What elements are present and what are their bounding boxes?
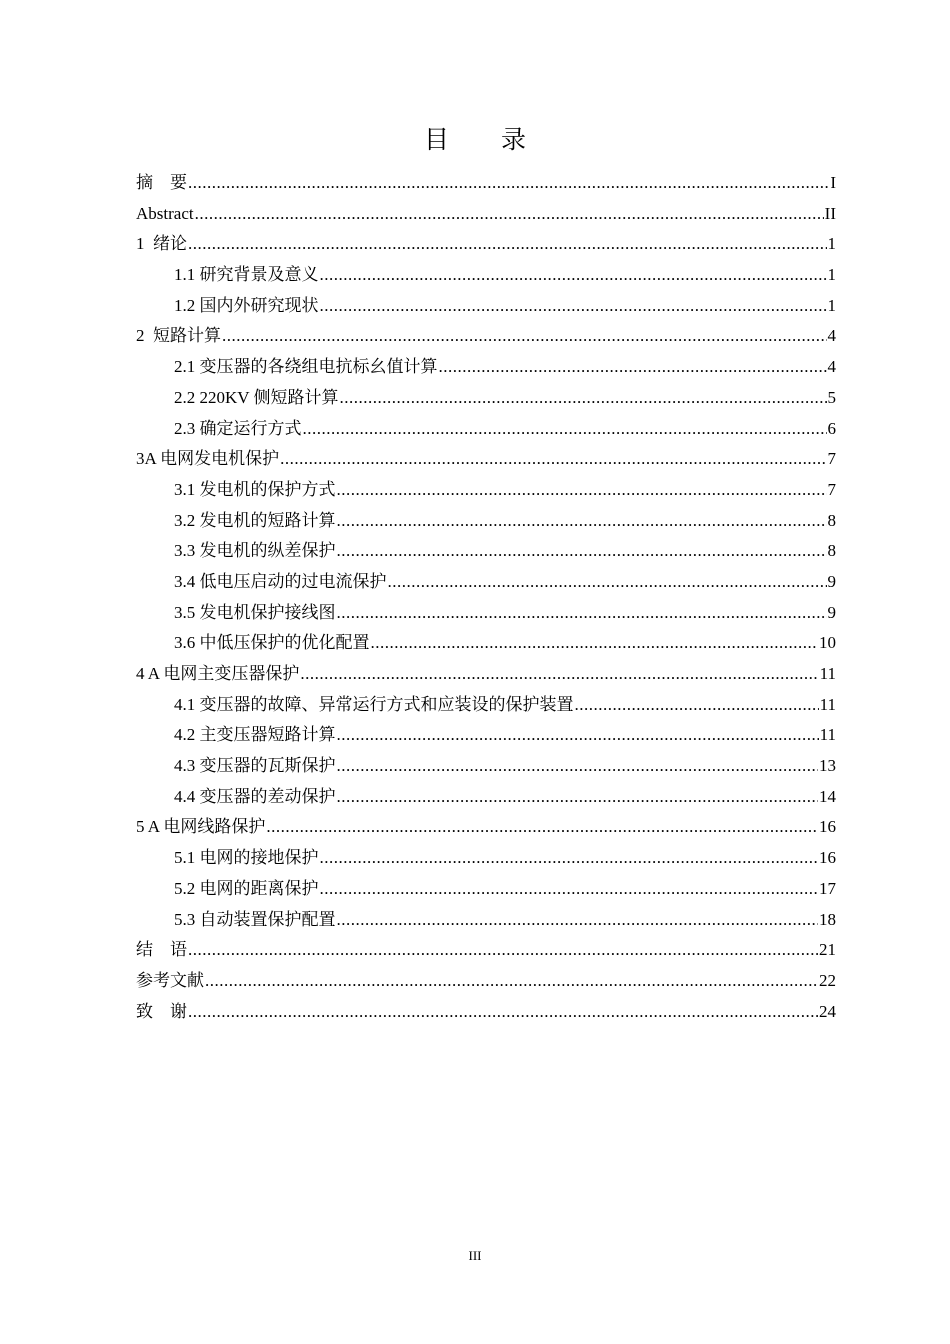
toc-entry-chapter-2[interactable] [136,321,836,352]
dot-leader [320,843,819,874]
toc-entry-section-2-3[interactable] [136,414,836,445]
toc-entry-page: 4 [827,326,836,346]
toc-entry-page: 11 [819,664,836,683]
toc-entry-label: 2.3 确定运行方式 [174,418,302,438]
toc-entry-section-5-3[interactable] [136,905,836,936]
toc-entry-page: 14 [819,786,836,806]
dot-leader [371,628,819,659]
toc-entry-page: 1 [827,295,836,315]
toc-entry-page: 18 [819,909,836,929]
toc-entry-label: 3.4 低电压启动的过电流保护 [174,571,387,591]
dot-leader [337,475,827,506]
dot-leader [188,229,827,260]
page-title: 目 录 [424,125,548,154]
toc-entry-label: 3.1 发电机的保护方式 [174,479,336,499]
toc-entry-section-3-3[interactable] [136,536,836,567]
toc-entry-label: 4.3 变压器的瓦斯保护 [174,756,336,776]
toc-entry-page: 7 [827,449,836,469]
toc-entry-label: 致 谢 [136,1001,187,1021]
toc-entry-page: 8 [827,510,836,530]
dot-leader [337,536,827,567]
toc-entry-section-2-2[interactable] [136,383,836,414]
toc-entry-page: 21 [819,940,836,960]
dot-leader [303,414,827,445]
toc-entry-section-4-2[interactable] [136,720,836,751]
toc-entry-references[interactable] [136,966,836,997]
toc-entry-abstract-en[interactable] [136,199,836,230]
toc-entry-label: 3.3 发电机的纵差保护 [174,541,336,561]
toc-entry-chapter-5[interactable] [136,812,836,843]
dot-leader [337,905,819,936]
toc-entry-page: 16 [819,848,836,868]
toc-entry-page: II [824,203,836,223]
dot-leader [188,997,818,1028]
toc-entry-page: 9 [827,602,836,622]
toc-entry-label: 5 A 电网线路保护 [136,817,266,837]
toc-entry-page: 1 [827,265,836,285]
dot-leader [340,383,827,414]
toc-entry-section-4-4[interactable] [136,782,836,813]
dot-leader [266,812,818,843]
toc-entry-page: 10 [819,633,836,653]
dot-leader [320,260,827,291]
dot-leader [222,321,827,352]
toc-entry-page: 11 [819,694,836,714]
toc-entry-label: 2.1 变压器的各绕组电抗标幺值计算 [174,357,438,377]
dot-leader [280,444,826,475]
dot-leader [337,506,827,537]
toc-entry-label: 3.6 中低压保护的优化配置 [174,633,370,653]
toc-entry-chapter-1[interactable] [136,229,836,260]
toc-entry-label: 1.2 国内外研究现状 [174,295,319,315]
toc-entry-label: 3A 电网发电机保护 [136,449,280,469]
dot-leader [337,782,819,813]
dot-leader [337,751,819,782]
toc-entry-label: 4.2 主变压器短路计算 [174,725,336,745]
dot-leader [205,966,818,997]
toc-entry-page: I [830,173,836,192]
toc-entry-section-5-1[interactable] [136,843,836,874]
toc-entry-label: 3.2 发电机的短路计算 [174,510,336,530]
toc-entry-label: 5.3 自动装置保护配置 [174,909,336,929]
toc-entry-section-3-5[interactable] [136,598,836,629]
toc-entry-label: 2 短路计算 [136,326,221,346]
dot-leader [388,567,827,598]
toc-entry-abstract-cn[interactable] [136,168,836,199]
toc-entry-label: 1 绪论 [136,234,187,254]
dot-leader [320,291,827,322]
toc-entry-chapter-3[interactable] [136,444,836,475]
dot-leader [337,598,827,629]
toc-entry-page: 8 [827,541,836,561]
toc-entry-page: 24 [819,1001,836,1021]
toc-entry-page: 5 [827,387,836,407]
toc-entry-page: 17 [819,878,836,898]
toc-entry-label: 3.5 发电机保护接线图 [174,602,336,622]
dot-leader [439,352,827,383]
dot-leader [195,199,824,230]
dot-leader [337,720,819,751]
toc-entry-acknowledgements[interactable] [136,997,836,1028]
toc-entry-label: 1.1 研究背景及意义 [174,265,319,285]
toc-entry-label: 5.2 电网的距离保护 [174,878,319,898]
dot-leader [575,690,819,721]
toc-entry-label: 结 语 [136,940,187,960]
toc-entry-section-4-1[interactable] [136,690,836,721]
toc-entry-section-3-1[interactable] [136,475,836,506]
toc-entry-page: 7 [827,479,836,499]
toc-entry-conclusion[interactable] [136,935,836,966]
toc-entry-section-1-2[interactable] [136,291,836,322]
table-of-contents [136,168,836,1027]
toc-entry-section-1-1[interactable] [136,260,836,291]
toc-entry-page: 4 [827,357,836,377]
toc-entry-page: 6 [827,418,836,438]
toc-entry-section-3-2[interactable] [136,506,836,537]
toc-entry-label: Abstract [136,203,194,223]
dot-leader [300,659,818,690]
toc-entry-section-4-3[interactable] [136,751,836,782]
toc-entry-section-5-2[interactable] [136,874,836,905]
toc-entry-chapter-4[interactable] [136,659,836,690]
toc-entry-label: 4 A 电网主变压器保护 [136,664,300,683]
dot-leader [320,874,819,905]
dot-leader [188,935,818,966]
toc-entry-page: 22 [819,970,836,990]
toc-entry-label: 4.4 变压器的差动保护 [174,786,336,806]
toc-entry-label: 5.1 电网的接地保护 [174,848,319,868]
toc-entry-page: 11 [819,725,836,745]
toc-entry-page: 13 [819,756,836,776]
toc-entry-page: 1 [827,234,836,254]
toc-entry-label: 2.2 220KV 侧短路计算 [174,387,339,407]
toc-entry-label: 参考文献 [136,970,204,990]
toc-entry-label: 4.1 变压器的故障、异常运行方式和应装设的保护装置 [174,694,574,714]
toc-entry-section-3-6[interactable] [136,628,836,659]
toc-entry-section-3-4[interactable] [136,567,836,598]
toc-entry-label: 摘 要 [136,173,187,192]
page-number: III [468,1248,482,1263]
dot-leader [188,168,829,199]
toc-entry-page: 9 [827,571,836,591]
toc-entry-section-2-1[interactable] [136,352,836,383]
toc-entry-page: 16 [819,817,836,837]
